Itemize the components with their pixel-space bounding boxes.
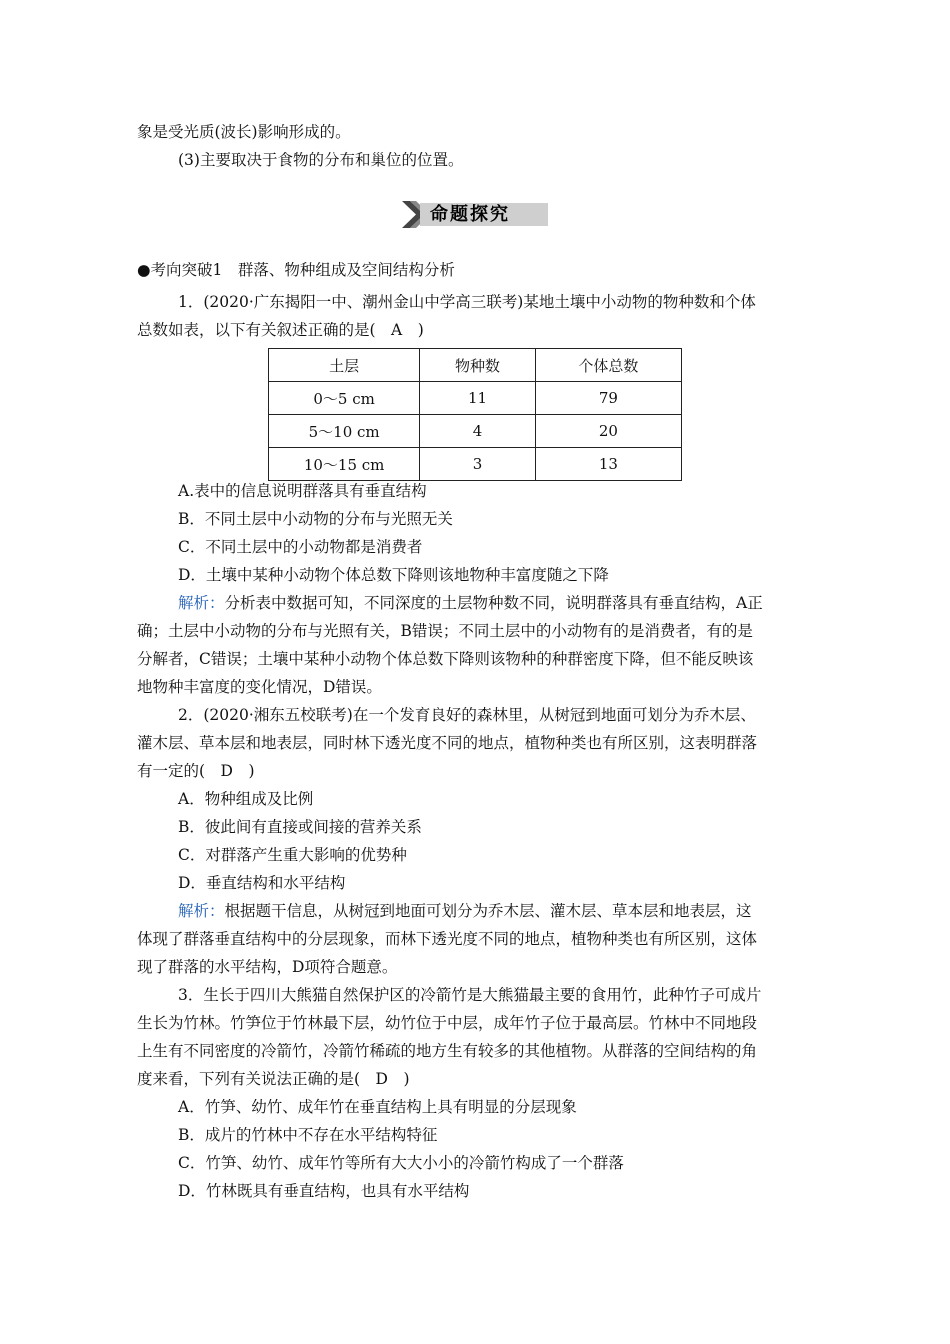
explanation-text: 现了群落的水平结构，D项符合题意。	[137, 958, 398, 976]
option-text: B．成片的竹林中不存在水平结构特征	[178, 1126, 438, 1144]
option-text: A．物种组成及比例	[178, 790, 314, 808]
question-text: 上生有不同密度的冷箭竹，冷箭竹稀疏的地方生有较多的其他植物。从群落的空间结构的角	[137, 1042, 758, 1060]
question-text: 有一定的( D )	[137, 762, 255, 780]
option-text: C．竹笋、幼竹、成年竹等所有大大小小的冷箭竹构成了一个群落	[178, 1154, 624, 1172]
table-row	[269, 382, 682, 415]
table-row	[269, 415, 682, 448]
option-text: B．彼此间有直接或间接的营养关系	[178, 818, 422, 836]
section-heading: ●考向突破1 群落、物种组成及空间结构分析	[137, 261, 455, 279]
table-cell: 11	[420, 382, 535, 415]
question-text: 2．(2020·湘东五校联考)在一个发育良好的森林里，从树冠到地面可划分为乔木层、	[178, 706, 756, 724]
table-cell: 13	[535, 448, 681, 481]
question-text: 度来看，下列有关说法正确的是( D )	[137, 1070, 410, 1088]
question-text: 3．生长于四川大熊猫自然保护区的冷箭竹是大熊猫最主要的食用竹，此种竹子可成片	[178, 986, 762, 1004]
explanation-text: 解析：分析表中数据可知，不同深度的土层物种数不同，说明群落具有垂直结构，A正	[178, 594, 763, 612]
table-cell: 79	[535, 382, 681, 415]
question-text: 生长为竹林。竹笋位于竹林最下层，幼竹位于中层，成年竹子位于最高层。竹林中不同地段	[137, 1014, 758, 1032]
option-text: D．垂直结构和水平结构	[178, 874, 346, 892]
option-text: A.表中的信息说明群落具有垂直结构	[178, 482, 427, 500]
text-line: (3)主要取决于食物的分布和巢位的位置。	[178, 151, 464, 169]
text-line: 象是受光质(波长)影响形成的。	[137, 123, 351, 141]
option-text: C．不同土层中的小动物都是消费者	[178, 538, 423, 556]
table-header: 土层	[269, 349, 420, 382]
banner-title: 命题探究	[430, 204, 510, 225]
option-text: A．竹笋、幼竹、成年竹在垂直结构上具有明显的分层现象	[178, 1098, 577, 1116]
table-header: 个体总数	[535, 349, 681, 382]
table-cell: 5～10 cm	[269, 415, 420, 448]
explanation-text: 体现了群落垂直结构中的分层现象，而林下透光度不同的地点，植物种类也有所区别，这体	[137, 930, 758, 948]
table-header: 物种数	[420, 349, 535, 382]
table-cell: 4	[420, 415, 535, 448]
table-row	[269, 448, 682, 481]
table-cell: 10～15 cm	[269, 448, 420, 481]
table-cell: 20	[535, 415, 681, 448]
option-text: D．竹林既具有垂直结构，也具有水平结构	[178, 1182, 470, 1200]
section-banner	[402, 201, 548, 228]
table-header-row	[269, 349, 682, 382]
explanation-label: 解析：	[178, 902, 225, 920]
option-text: B．不同土层中小动物的分布与光照无关	[178, 510, 453, 528]
explanation-text: 确；土层中小动物的分布与光照有关，B错误；不同土层中的小动物有的是消费者，有的是	[137, 622, 753, 640]
explanation-label: 解析：	[178, 594, 225, 612]
table-cell: 3	[420, 448, 535, 481]
explanation-text: 分解者，C错误；土壤中某种小动物个体总数下降则该物种的种群密度下降，但不能反映该	[137, 650, 754, 668]
data-table	[268, 348, 682, 481]
option-text: C．对群落产生重大影响的优势种	[178, 846, 407, 864]
question-text: 1．(2020·广东揭阳一中、潮州金山中学高三联考)某地土壤中小动物的物种数和个体	[178, 293, 756, 311]
question-text: 灌木层、草本层和地表层，同时林下透光度不同的地点，植物种类也有所区别，这表明群落	[137, 734, 758, 752]
option-text: D．土壤中某种小动物个体总数下降则该地物种丰富度随之下降	[178, 566, 609, 584]
table-cell: 0～5 cm	[269, 382, 420, 415]
explanation-text: 地物种丰富度的变化情况，D错误。	[137, 678, 382, 696]
explanation-text: 解析：根据题干信息，从树冠到地面可划分为乔木层、灌木层、草本层和地表层，这	[178, 902, 752, 920]
question-text: 总数如表，以下有关叙述正确的是( A )	[137, 321, 424, 339]
